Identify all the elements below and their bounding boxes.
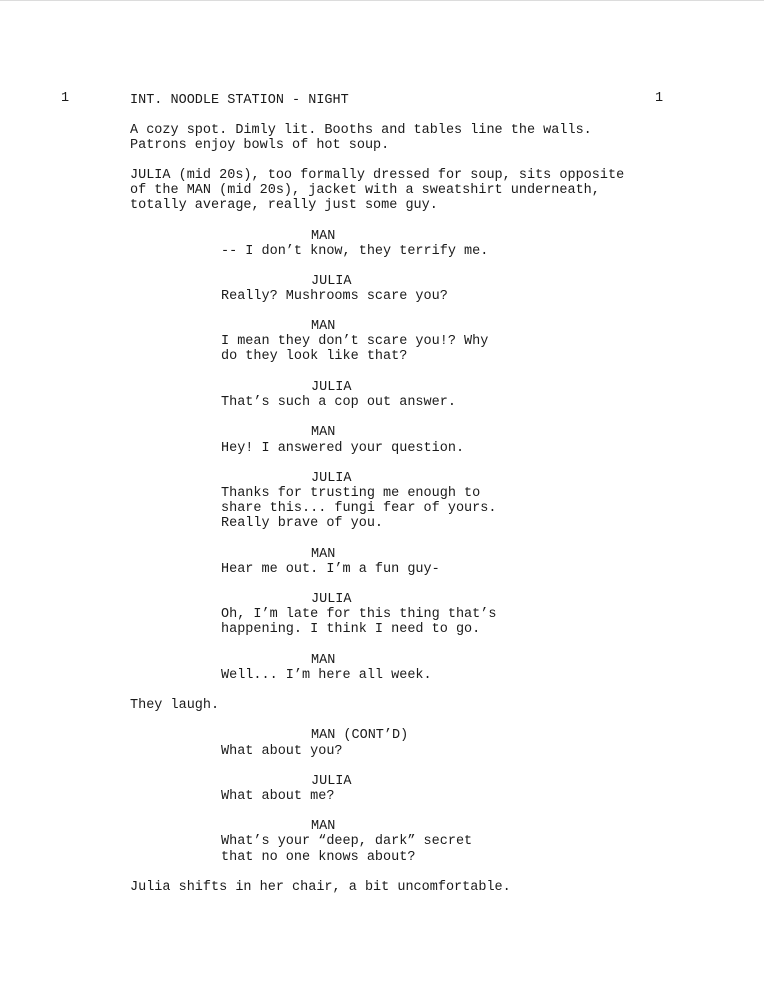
character-cue: MAN [311, 425, 336, 440]
character-cue: MAN [311, 319, 336, 334]
action-line: They laugh. [130, 698, 220, 713]
action-line: Patrons enjoy bowls of hot soup. [130, 138, 390, 153]
character-cue: JULIA [311, 774, 352, 789]
character-cue: JULIA [311, 471, 352, 486]
dialogue-line: that no one knows about? [221, 850, 416, 865]
dialogue-line: Really? Mushrooms scare you? [221, 289, 448, 304]
dialogue-line: Oh, I’m late for this thing that’s [221, 607, 497, 622]
dialogue-line: Hear me out. I’m a fun guy- [221, 562, 440, 577]
dialogue-line: Hey! I answered your question. [221, 441, 465, 456]
dialogue-line: -- I don’t know, they terrify me. [221, 244, 489, 259]
dialogue-line: happening. I think I need to go. [221, 622, 481, 637]
character-cue: MAN [311, 653, 336, 668]
action-line: A cozy spot. Dimly lit. Booths and tables line the walls. [130, 123, 592, 138]
dialogue-line: share this... fungi fear of yours. [221, 501, 497, 516]
character-cue: JULIA [311, 274, 352, 289]
action-line: JULIA (mid 20s), too formally dressed for soup, sits opposite [130, 168, 625, 183]
action-line: of the MAN (mid 20s), jacket with a sweatshirt underneath, [130, 183, 600, 198]
scene-heading: INT. NOODLE STATION - NIGHT [130, 93, 349, 108]
scene-number-left: 1 [61, 91, 70, 106]
scene-number-right: 1 [655, 91, 664, 106]
character-cue: JULIA [311, 380, 352, 395]
dialogue-line: I mean they don’t scare you!? Why [221, 334, 489, 349]
character-cue: JULIA [311, 592, 352, 607]
dialogue-line: Well... I’m here all week. [221, 668, 432, 683]
dialogue-line: Really brave of you. [221, 516, 384, 531]
character-cue: MAN [311, 547, 336, 562]
dialogue-line: Thanks for trusting me enough to [221, 486, 481, 501]
dialogue-line: What about me? [221, 789, 335, 804]
character-cue: MAN (CONT’D) [311, 728, 409, 743]
action-line: Julia shifts in her chair, a bit uncomfortable. [130, 880, 511, 895]
dialogue-line: do they look like that? [221, 349, 408, 364]
character-cue: MAN [311, 819, 336, 834]
dialogue-line: That’s such a cop out answer. [221, 395, 456, 410]
character-cue: MAN [311, 229, 336, 244]
dialogue-line: What about you? [221, 744, 343, 759]
dialogue-line: What’s your “deep, dark” secret [221, 834, 473, 849]
action-line: totally average, really just some guy. [130, 198, 438, 213]
